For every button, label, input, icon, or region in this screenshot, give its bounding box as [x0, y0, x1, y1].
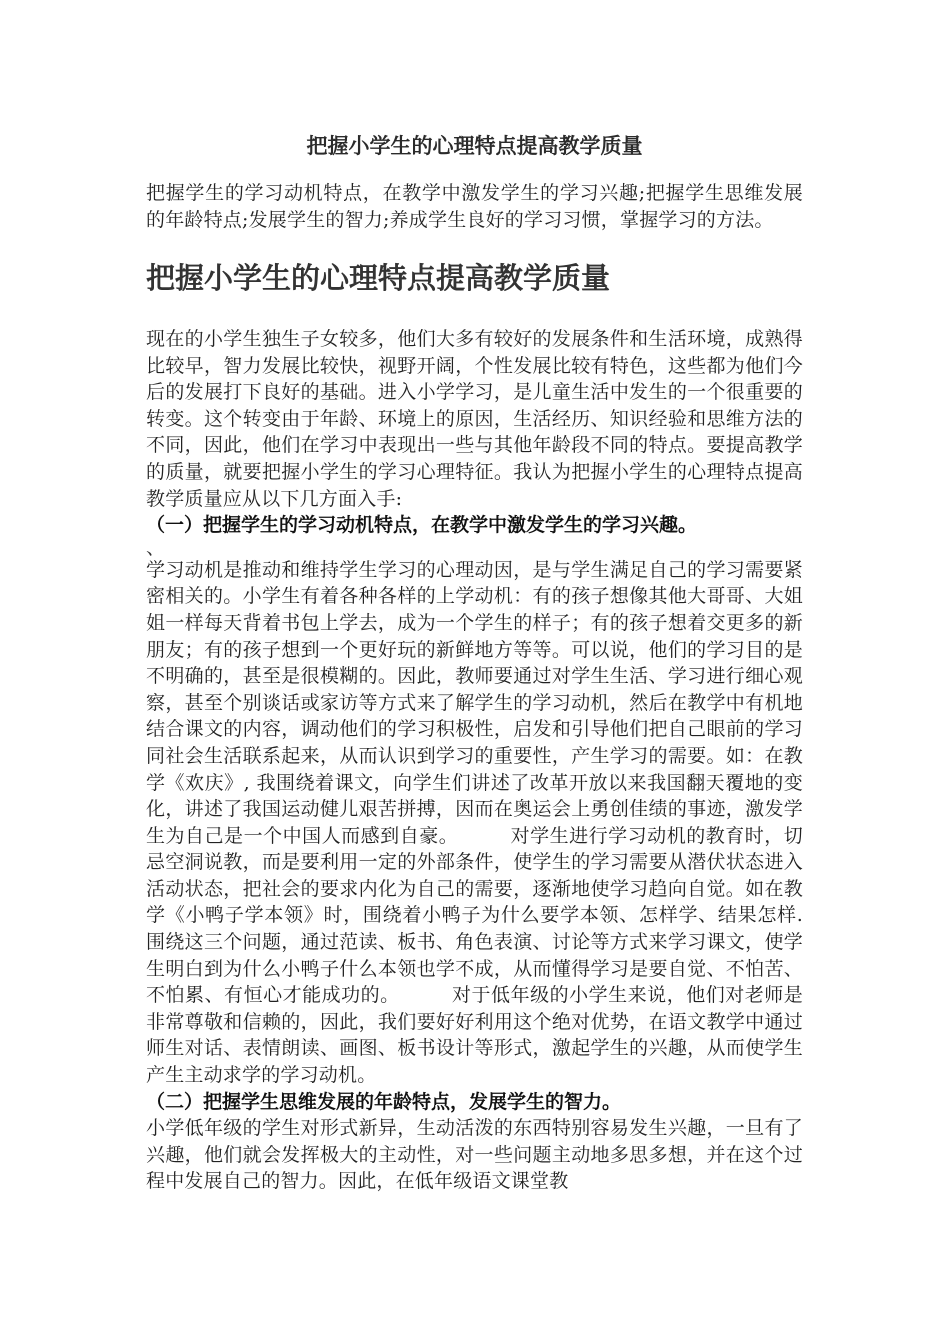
article-heading: 把握小学生的心理特点提高教学质量 — [146, 261, 611, 295]
section-two-body: 小学低年级的学生对形式新异，生动活泼的东西特别容易发生兴趣，一旦有了兴趣，他们就会发挥极大的主动性，对一些问题主动地多思多想，并在这个过程中发展自己的智力。因此，在低年级语文课堂教 — [146, 1117, 803, 1193]
section-two-heading: （二）把握学生思维发展的年龄特点，发展学生的智力。 — [146, 1090, 622, 1113]
section-one-body — [146, 557, 803, 1089]
section-one-text-c: 对于低年级的小学生来说，他们对老师是非常尊敬和信赖的，因此，我们要好好利用这个绝对优势，在语文教学中通过师生对话、表情朗读、画图、板书设计等形式，激起学生的兴趣，从而使学生产生主动求学的学习动机。 — [146, 984, 803, 1087]
document-page — [146, 132, 803, 1195]
section-one-text-b: 对学生进行学习动机的教育时，切忌空洞说教，而是要利用一定的外部条件，使学生的学习需要从潜伏状态进入活动状态，把社会的要求内化为自己的需要，逐渐地使学习趋向自觉。如在教学《小鸭子学本领》时，围绕着小鸭子为什么要学本领、怎样学、结果怎样. 围绕这三个问题，通过范读、板书、角色表演、讨论等方式来学习课文，使学生明白到为什么小鸭子什么本领也学不成，从而懂得学习是要自觉、不怕苦、不怕累、有恒心才能成功的。 — [146, 824, 803, 1007]
document-summary: 把握学生的学习动机特点，在教学中激发学生的学习兴趣;把握学生思维发展的年龄特点;发展学生的智力;养成学生良好的学习习惯，掌握学习的方法。 — [146, 182, 803, 231]
section-one-heading: （一）把握学生的学习动机特点，在教学中激发学生的学习兴趣。 — [146, 514, 698, 537]
intro-paragraph: 现在的小学生独生子女较多，他们大多有较好的发展条件和生活环境，成熟得比较早，智力发展比较快，视野开阔，个性发展比较有特色，这些都为他们今后的发展打下良好的基础。进入小学学习，是儿童生活中发生的一个很重要的转变。这个转变由于年龄、环境上的原因，生活经历、知识经验和思维方法的不同，因此，他们在学习中表现出一些与其他年龄段不同的特点。要提高教学的质量，就要把握小学生的学习心理特征。我认为把握小学生的心理特点提高教学质量应从以下几方面入手: — [146, 328, 803, 510]
section-one-text-a: 学习动机是推动和维持学生学习的心理动因，是与学生满足自己的学习需要紧密相关的。小学生有着各种各样的上学动机：有的孩子想像其他大哥哥、大姐姐一样每天背着书包上学去，成为一个学生的样子；有的孩子想着交更多的新朋友；有的孩子想到一个更好玩的新鲜地方等等。可以说，他们的学习目的是不明确的，甚至是很模糊的。因此，教师要通过对学生生活、学习进行细心观察，甚至个别谈话或家访等方式来了解学生的学习动机，然后在教学中有机地结合课文的内容，调动他们的学习积极性，启发和引导他们把自己眼前的学习同社会生活联系起来，从而认识到学习的重要性，产生学习的需要。如：在教学《欢庆》, 我围绕着课文，向学生们讲述了改革开放以来我国翻天覆地的变化，讲述了我国运动健儿艰苦拼搏，因而在奥运会上勇创佳绩的事迹，激发学生为自己是一个中国人而感到自豪。 — [146, 558, 803, 847]
section-one-mark: 、 — [146, 536, 166, 559]
document-title: 把握小学生的心理特点提高教学质量 — [306, 133, 643, 158]
